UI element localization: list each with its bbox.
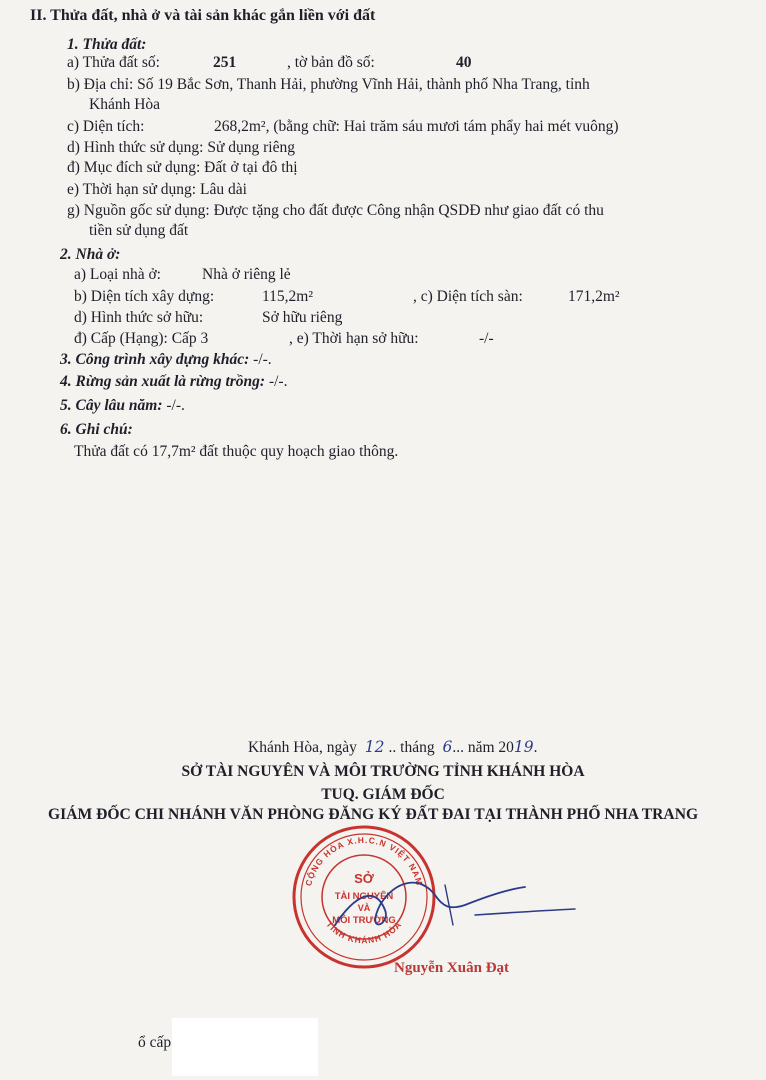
svg-text:CỘNG HÒA X.H.C.N VIỆT NAM: CỘNG HÒA X.H.C.N VIỆT NAM [303,834,425,887]
redaction-block [172,1018,318,1076]
perennial-trees-label: 5. Cây lâu năm: [60,397,163,414]
address-line-2: Khánh Hòa [89,96,161,113]
notes-text: Thửa đất có 17,7m² đất thuộc quy hoạch giao thông. [74,443,399,460]
svg-text:MÔI TRƯỜNG: MÔI TRƯỜNG [332,915,396,926]
footer-text: ổ cấp [138,1034,172,1051]
floor-area-label: , c) Diện tích sàn: [413,288,523,305]
use-origin-line-2: tiền sử dụng đất [89,222,189,239]
use-purpose: đ) Mục đích sử dụng: Đất ở tại đô thị [67,159,298,176]
land-heading: 1. Thửa đất: [67,36,147,53]
map-sheet-label: , tờ bản đồ số: [287,54,375,71]
signature [325,865,585,945]
other-construction [60,350,272,370]
signer-title: GIÁM ĐỐC CHI NHÁNH VĂN PHÒNG ĐĂNG KÝ ĐẤT ĐAI TẠI THÀNH PHỐ NHA TRANG [48,806,699,823]
sign-date: Khánh Hòa, ngày 12 .. tháng 6... năm 2019. [248,738,538,756]
area-value: 268,2m², (bằng chữ: Hai trăm sáu mươi tám phẩy hai mét vuông) [214,118,619,135]
sign-month-label: tháng [400,739,435,756]
use-term: e) Thời hạn sử dụng: Lâu dài [67,181,247,198]
ownership-term-value: -/- [479,330,494,347]
build-area-label: b) Diện tích xây dựng: [74,288,215,305]
house-heading: 2. Nhà ở: [60,246,121,263]
floor-area-value: 171,2m² [568,288,620,305]
planted-forest [60,372,287,392]
use-origin-line-1: g) Nguồn gốc sử dụng: Được tặng cho đất được Công nhận QSDĐ như giao đất có thu [67,202,604,219]
address-line-1: b) Địa chỉ: Số 19 Bắc Sơn, Thanh Hải, phường Vĩnh Hải, thành phố Nha Trang, tỉnh [67,76,590,93]
planted-forest-label: 4. Rừng sản xuất là rừng trồng: [60,373,266,390]
section-title: II. Thửa đất, nhà ở và tài sản khác gắn liền với đất [30,7,376,24]
issuing-organization: SỞ TÀI NGUYÊN VÀ MÔI TRƯỜNG TỈNH KHÁNH HÒA [181,763,585,780]
sign-month: 6 [442,738,453,756]
parcel-number-value: 251 [213,54,237,71]
sign-year-suffix: 19 [513,738,534,756]
sign-day: 12 [364,738,385,756]
parcel-number-label: a) Thửa đất số: [67,54,160,71]
planted-forest-value: -/-. [268,373,288,390]
map-sheet-value: 40 [456,54,472,71]
svg-text:TỈNH KHÁNH HÒA: TỈNH KHÁNH HÒA [324,919,404,946]
house-grade: đ) Cấp (Hạng): Cấp 3 [74,330,209,347]
ownership-form-value: Sở hữu riêng [262,309,343,326]
build-area-value: 115,2m² [262,288,314,305]
sign-year-label: năm 20 [467,739,514,756]
svg-text:TÀI NGUYÊN: TÀI NGUYÊN [334,891,394,902]
sign-place-prefix: Khánh Hòa, ngày [248,739,357,756]
signer-name: Nguyễn Xuân Đạt [394,960,510,976]
perennial-trees-value: -/-. [166,397,185,414]
other-construction-label: 3. Công trình xây dựng khác: [60,351,250,368]
on-behalf: TUQ. GIÁM ĐỐC [321,786,445,803]
other-construction-value: -/-. [253,351,272,368]
use-form: d) Hình thức sử dụng: Sử dụng riêng [67,139,295,156]
house-type-label: a) Loại nhà ở: [74,266,161,283]
ownership-form-label: d) Hình thức sở hữu: [74,309,204,326]
svg-text:VÀ: VÀ [357,903,371,913]
svg-text:SỞ: SỞ [354,871,374,886]
area-label: c) Diện tích: [67,118,145,135]
house-type-value: Nhà ở riêng lẻ [202,266,291,283]
perennial-trees [60,396,185,416]
ownership-term-label: , e) Thời hạn sở hữu: [289,330,419,347]
notes-heading: 6. Ghi chú: [60,421,133,438]
